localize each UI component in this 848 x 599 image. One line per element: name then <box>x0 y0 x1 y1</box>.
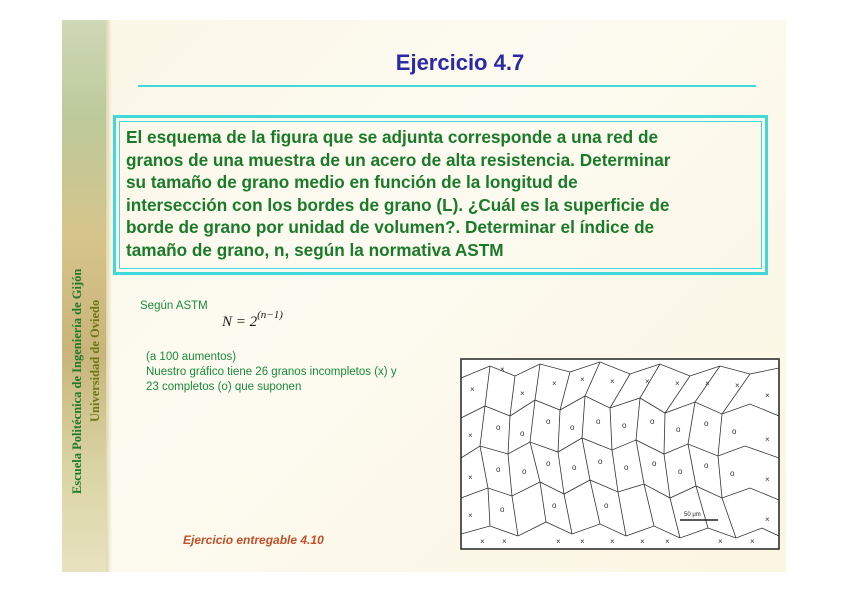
marker-complete: o <box>730 469 735 478</box>
marker-complete: o <box>520 429 525 438</box>
marker-complete: o <box>546 417 551 426</box>
formula-base: N = 2 <box>222 314 258 330</box>
marker-complete: o <box>650 417 655 426</box>
marker-incomplete: × <box>765 515 770 524</box>
problem-statement <box>119 121 762 269</box>
marker-incomplete: × <box>765 475 770 484</box>
marker-incomplete: × <box>468 511 473 520</box>
school-name: Escuela Politécnica de Ingeniería de Gijón <box>70 268 84 494</box>
marker-incomplete: × <box>556 537 561 546</box>
problem-line: borde de grano por unidad de volumen?. Determinar el índice de <box>126 217 655 238</box>
marker-complete: o <box>522 467 527 476</box>
footer-note: Ejercicio entregable 4.10 <box>183 533 324 547</box>
marker-complete: o <box>598 457 603 466</box>
marker-complete: o <box>622 421 627 430</box>
marker-incomplete: × <box>718 537 723 546</box>
marker-complete: o <box>732 427 737 436</box>
problem-statement-box <box>113 115 768 275</box>
marker-incomplete: × <box>580 375 585 384</box>
marker-complete: o <box>496 465 501 474</box>
marker-incomplete: × <box>765 435 770 444</box>
note-line: Nuestro gráfico tiene 26 granos incompletos (x) y <box>146 366 397 378</box>
marker-incomplete: × <box>468 431 473 440</box>
astm-label-block <box>140 300 208 312</box>
astm-notes <box>146 350 397 395</box>
marker-incomplete: × <box>610 537 615 546</box>
slide-title: Ejercicio 4.7 <box>395 50 525 75</box>
formula-exponent: (n−1) <box>257 309 283 321</box>
marker-incomplete: × <box>552 379 557 388</box>
marker-incomplete: × <box>502 537 507 546</box>
marker-complete: o <box>704 419 709 428</box>
marker-incomplete: × <box>470 385 475 394</box>
marker-complete: o <box>500 505 505 514</box>
marker-complete: o <box>552 501 557 510</box>
marker-incomplete: × <box>675 379 680 388</box>
marker-incomplete: × <box>610 377 615 386</box>
marker-complete: o <box>676 425 681 434</box>
problem-line: granos de una muestra de un acero de alta resistencia. Determinar <box>126 149 671 170</box>
marker-complete: o <box>570 423 575 432</box>
problem-line: su tamaño de grano medio en función de la longitud de <box>126 172 578 193</box>
marker-incomplete: × <box>765 391 770 400</box>
marker-incomplete: × <box>735 381 740 390</box>
astm-formula <box>222 309 283 331</box>
title-underline <box>138 85 756 87</box>
note-line: (a 100 aumentos) <box>146 351 237 363</box>
marker-complete: o <box>572 463 577 472</box>
grain-network-figure <box>460 358 780 550</box>
marker-incomplete: × <box>705 379 710 388</box>
problem-line: intersección con los bordes de grano (L). ¿Cuál es la superficie de <box>126 194 670 215</box>
marker-complete: o <box>704 461 709 470</box>
marker-incomplete: × <box>480 537 485 546</box>
marker-incomplete: × <box>750 537 755 546</box>
problem-line: El esquema de la figura que se adjunta corresponde a una red de <box>126 127 659 147</box>
note-line: 23 completos (o) que suponen <box>146 381 302 393</box>
marker-incomplete: × <box>665 537 670 546</box>
marker-complete: o <box>496 423 501 432</box>
astm-label: Según ASTM <box>140 300 208 312</box>
marker-incomplete: × <box>580 537 585 546</box>
marker-complete: o <box>596 417 601 426</box>
marker-incomplete: × <box>645 377 650 386</box>
marker-complete: o <box>624 463 629 472</box>
marker-incomplete: × <box>640 537 645 546</box>
marker-incomplete: × <box>520 389 525 398</box>
marker-complete: o <box>652 459 657 468</box>
marker-complete: o <box>604 501 609 510</box>
scale-bar-label: 50 μm <box>684 512 701 518</box>
marker-complete: o <box>678 467 683 476</box>
problem-line: tamaño de grano, n, según la normativa ASTM <box>126 239 504 260</box>
marker-incomplete: × <box>500 365 505 374</box>
marker-incomplete: × <box>468 473 473 482</box>
marker-complete: o <box>546 459 551 468</box>
university-name: Universidad de Oviedo <box>88 299 102 422</box>
